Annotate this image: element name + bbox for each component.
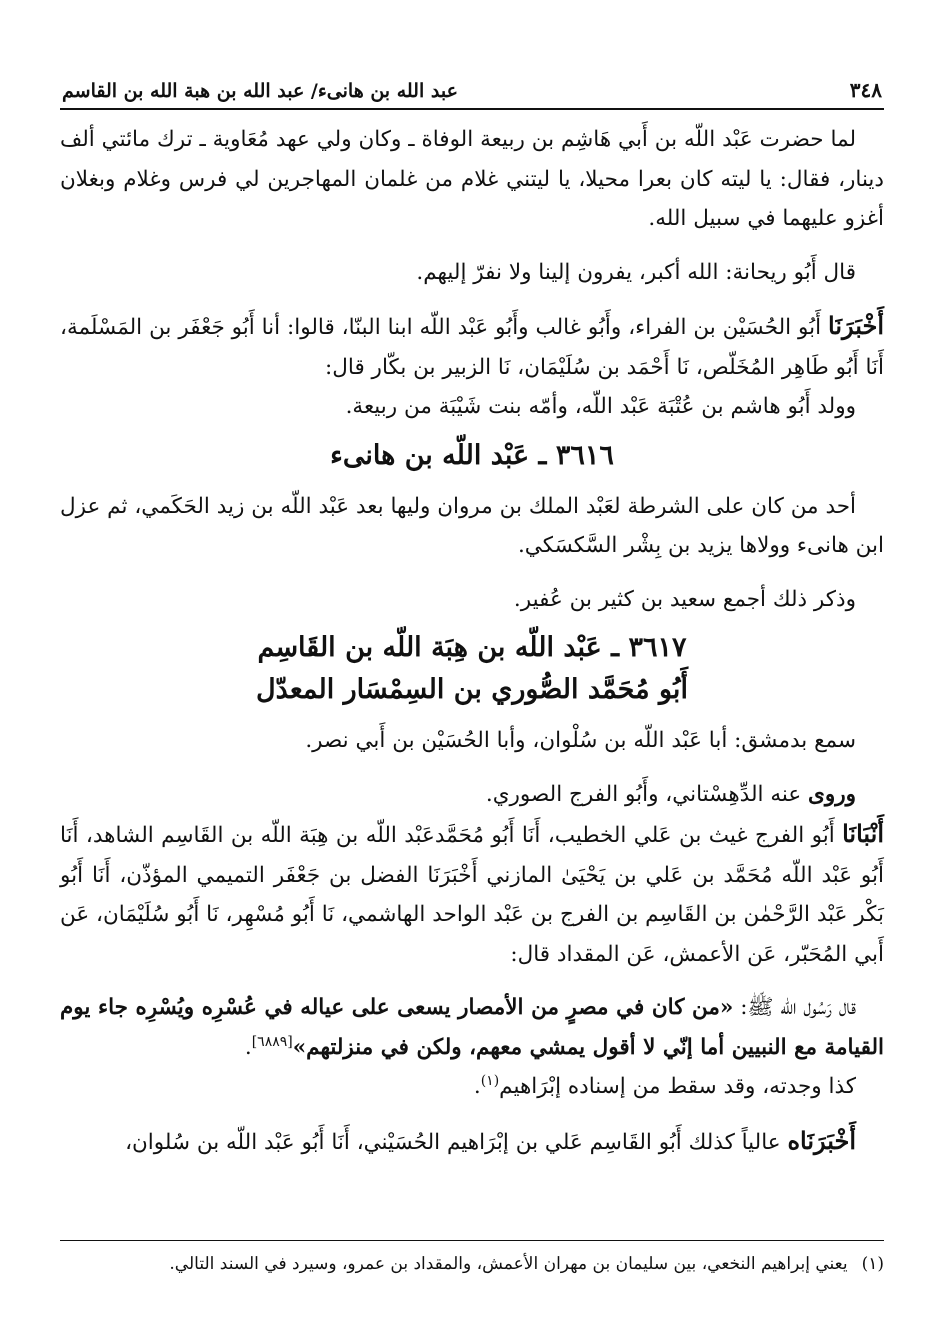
- paragraph-text: لما حضرت عَبْد اللّه بن أَبي هَاشِم بن ربيعة الوفاة ـ وكان ولي عهد مُعَاوية ـ ترك مائتي ألف دينار، فقال: يا ليته كان بعرا محيلا، يا ليتني غلام من غلمان المهاجرين لي فرس وغلام وبغلان أغزو عليهما في سبيل الله.: [60, 127, 884, 231]
- paragraph: [60, 387, 884, 427]
- hadith-intro: قال رَسُول الله ﷺ:: [733, 995, 856, 1020]
- paragraph-text: وذكر ذلك أجمع سعيد بن كثير بن عُفير.: [513, 586, 856, 612]
- isnad-paragraph: [60, 306, 884, 387]
- entry-title: [60, 435, 884, 477]
- page-number: ٣٤٨: [849, 78, 882, 102]
- hadith-text: «من كان في مصرٍ من الأمصار يسعى على عياله في عُسْرِه ويُسْرِه جاء يوم القيامة مع النبيين أما إنّي لا أقول يمشي معهم، ولكن في منزلتهم»: [60, 995, 884, 1060]
- paragraph-text: أَبُو الحُسَيْن بن الفراء، وأَبُو غالب وأَبُو عَبْد اللّه ابنا البنّا، قالوا: أنا أَبُو جَعْفَر بن المَسْلَمة، أَنَا أَبُو طَاهِر المُخَلّص، نَا أَحْمَد بن سُلَيْمَان، نَا الزبير بن بكّار قال:: [60, 315, 884, 380]
- entry-title: [60, 627, 884, 711]
- isnad-keyword: أَخْبَرَنَا: [828, 311, 884, 340]
- paragraph-text: عالياً كذلك أَبُو القَاسِم عَلي بن إبْرَاهيم الحُسَيْني، أَنَا أَبُو عَبْد اللّه بن سُلوان،: [125, 1129, 788, 1155]
- paragraph: [60, 580, 884, 620]
- paragraph-end: .: [473, 1074, 481, 1099]
- paragraph-end: .: [244, 1034, 252, 1060]
- paragraph-text: قال أَبُو ريحانة: الله أكبر، يفرون إلينا ولا نفرّ إليهم.: [416, 259, 856, 285]
- running-title: عبد الله بن هانىء/ عبد الله بن هبة الله بن القاسم: [62, 80, 458, 102]
- entry-title-line-2: أَبُو مُحَمَّد الصُّوري بن السِمْسَار المعدّل: [256, 674, 688, 705]
- hadith-paragraph: [60, 988, 884, 1067]
- paragraph-text: سمع بدمشق: أبا عَبْد اللّه بن سُلْوان، وأبا الحُسَيْن بن أَبي نصر.: [305, 728, 856, 753]
- paragraph: [60, 1067, 884, 1107]
- paragraph-text: وولد أَبُو هاشم بن عُتْبَة عَبْد اللّه، وأمّه بنت شَيْبَة من ربيعة.: [345, 394, 856, 419]
- paragraph-text: أحد من كان على الشرطة لعَبْد الملك بن مروان وليها بعد عَبْد اللّه بن زيد الحَكَمي، ثم عزل ابن هانىء وولاها يزيد بن بِشْر السَّكسَكي.: [60, 493, 884, 558]
- paragraph-text: كذا وجدته، وقد سقط من إسناده إبْرَاهيم: [499, 1074, 856, 1099]
- paragraph-text: عنه الدِّهِسْتاني، وأَبُو الفرج الصوري.: [485, 781, 809, 807]
- isnad-keyword: أَنْبَانَا: [842, 819, 884, 848]
- paragraph: [60, 120, 884, 239]
- paragraph: [60, 775, 884, 815]
- entry-title-text: ٣٦١٦ ـ عَبْد اللّه بن هانىء: [330, 439, 614, 471]
- page-body: [60, 120, 884, 1162]
- isnad-paragraph: [60, 814, 884, 974]
- footnote: [60, 1250, 884, 1278]
- footnote-divider: [60, 1240, 884, 1241]
- isnad-paragraph: [60, 1121, 884, 1163]
- paragraph: [60, 721, 884, 761]
- footnote-text: يعني إبراهيم النخعي، بين سليمان بن مهران الأعمش، والمقداد بن عمرو، وسيرد في السند التالي.: [169, 1254, 848, 1274]
- hadith-number: [٦٨٨٩]: [251, 1033, 293, 1050]
- paragraph: [60, 253, 884, 293]
- paragraph-text: أَبُو الفرج غيث بن عَلي الخطيب، أَنَا أَبُو مُحَمَّدعَبْد اللّه بن هِبَة اللّه بن القَاسِم الشاهد، أَنَا أَبُو عَبْد اللّه مُحَمَّد بن عَلي بن يَحْيَىٰ المازني أَخْبَرَنَا الفضل بن جَعْفَر التميمي المؤذّن، أَنَا أَبُو بَكْر عَبْد الرَّحْمٰن بن القَاسِم بن الفرج بن عَبْد الواحد الهاشمي، نَا أَبُو مُسْهِر، نَا أَبُو سُلَيْمَان، عَن أَبي المُحَبّر، عَن الأعمش، عَن المقداد قال:: [60, 823, 884, 967]
- entry-title-line-1: ٣٦١٧ ـ عَبْد اللّه بن هِبَة اللّه بن القَاسِم: [257, 632, 687, 663]
- isnad-keyword: أَخْبَرَنَاه: [787, 1125, 856, 1155]
- footnote-reference: (١): [480, 1072, 500, 1089]
- footnote-number: (١): [861, 1254, 884, 1274]
- narration-keyword: وروى: [808, 781, 856, 807]
- page-header: [60, 62, 884, 110]
- paragraph: [60, 487, 884, 566]
